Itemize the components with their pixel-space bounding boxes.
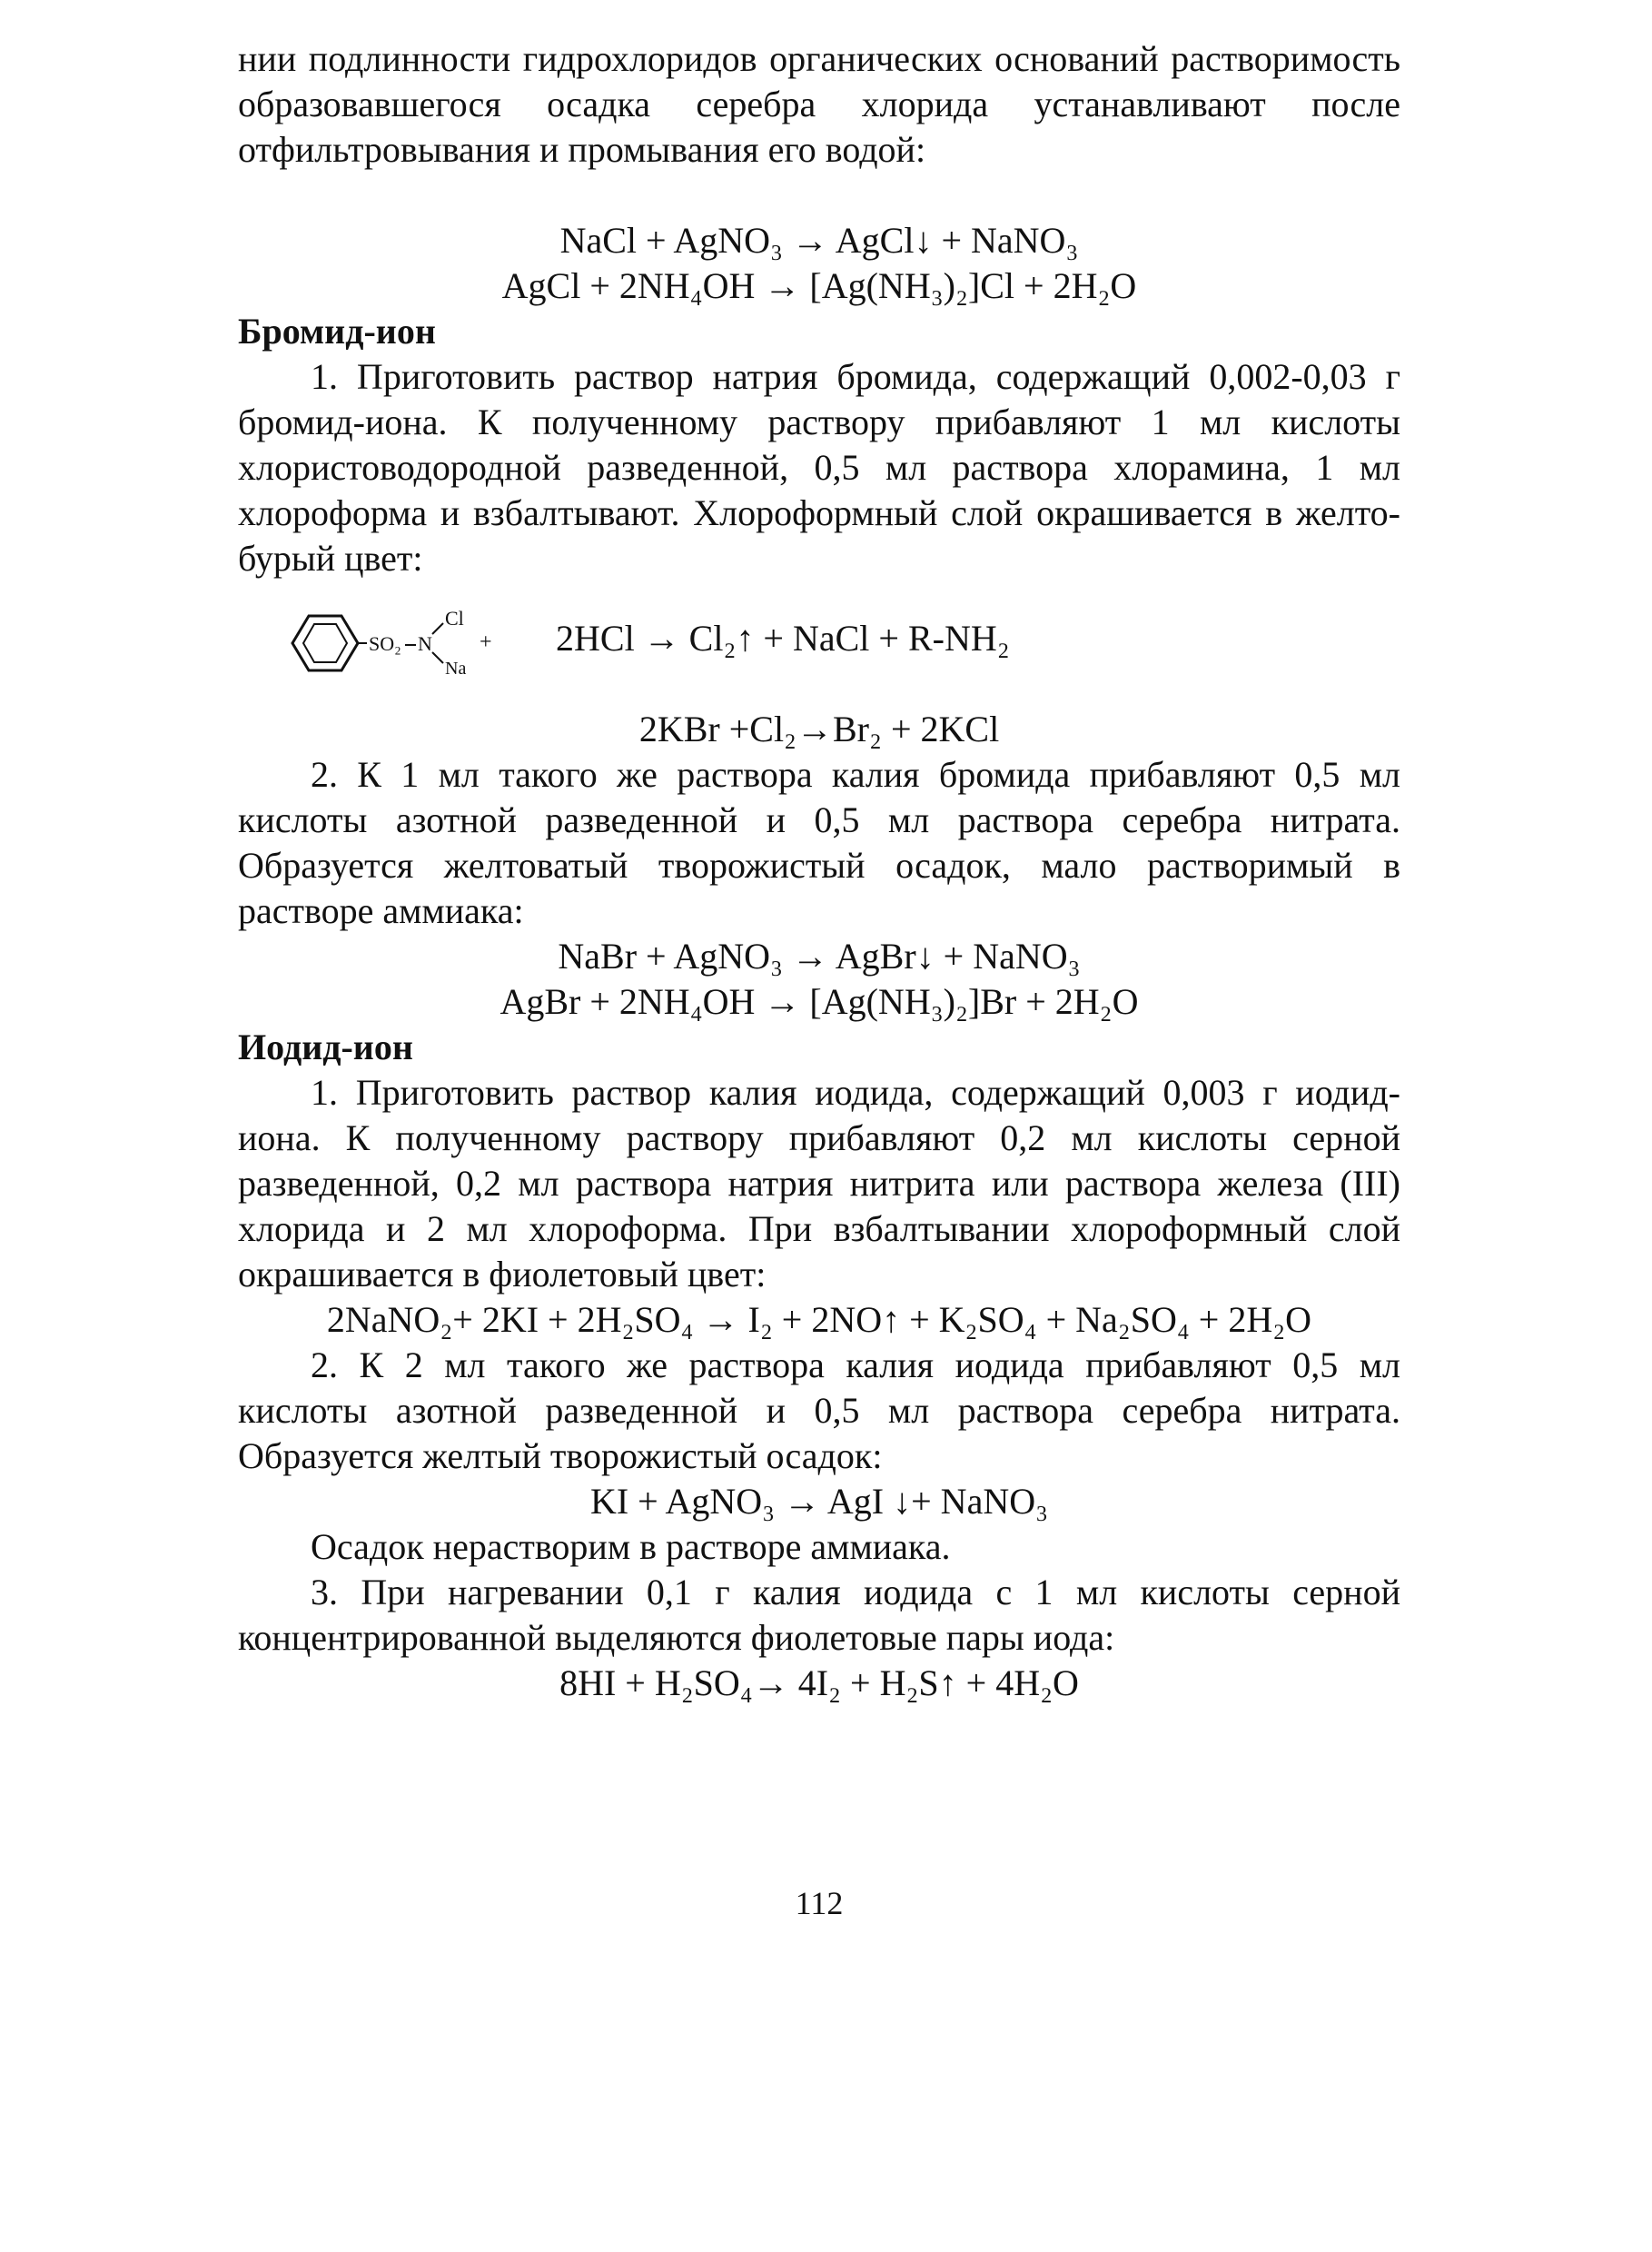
- bromide-paragraph-1: 1. Приготовить раствор натрия бромида, содержащий 0,002-0,03 г бромид-иона. К полученному раствору прибавляют 1 мл кислоты хлористоводородной разведенной, 0,5 мл раствора хлорамина, 1 мл хлороформа и взбалтывают. Хлороформный слой окрашивается в желто-бурый цвет:: [238, 356, 1400, 579]
- page-number: 112: [795, 1885, 844, 1921]
- intro-paragraph: нии подлинности гидрохлоридов органических оснований растворимость образовавшегося осадка серебра хлорида устанавливают после отфильтровывания и промывания его водой:: [238, 38, 1400, 170]
- iodide-paragraph-1: 1. Приготовить раствор калия иодида, содержащий 0,003 г иодид-иона. К полученному раствору прибавляют 0,2 мл кислоты серной разведенной, 0,2 мл раствора натрия нитрита или раствора железа (III) хлорида и 2 мл хлороформа. При взбалтывании хлороформный слой окрашивается в фиолетовый цвет:: [238, 1072, 1400, 1295]
- equation-nabr: NaBr + AgNO₃ → AgBr↓ + NaNO₃: [558, 936, 1081, 977]
- chloramine-equation-row: [238, 589, 1400, 689]
- equation-chloramine: 2HCl → Cl₂↑ + NaCl + R-NH₂: [556, 618, 1010, 659]
- equation-kbr: 2KBr +Cl₂→Br₂ + 2KCl: [638, 709, 1000, 749]
- equation-nacl: NaCl + AgNO₃ → AgCl↓ + NaNO₃: [559, 220, 1079, 261]
- bromide-paragraph-2: 2. К 1 мл такого же раствора калия бромида прибавляют 0,5 мл кислоты азотной разведенной и 0,5 мл раствора серебра нитрата. Образуется желтоватый творожистый осадок, мало растворимый в растворе аммиака:: [238, 754, 1400, 931]
- heading-iodide: Иодид-ион: [238, 1027, 413, 1067]
- iodide-paragraph-4: 3. При нагревании 0,1 г калия иодида с 1 мл кислоты серной концентрированной выделяются фиолетовые пары иода:: [238, 1572, 1400, 1658]
- equation-ki: KI + AgNO₃ → AgI ↓+ NaNO₃: [589, 1481, 1049, 1522]
- equation-agcl: AgCl + 2NH₄OH → [Ag(NH₃)₂]Cl + 2H₂O: [501, 265, 1137, 306]
- structure-cl-label: Cl: [445, 607, 464, 630]
- structure-n-label: N: [418, 632, 432, 655]
- equation-nitrite: 2NaNO₂+ 2KI + 2H₂SO₄ → I₂ + 2NO↑ + K₂SO₄ + Na₂SO₄ + 2H₂O: [326, 1299, 1312, 1340]
- structure-plus-sign: +: [480, 630, 492, 654]
- iodide-paragraph-2: 2. К 2 мл такого же раствора калия иодида прибавляют 0,5 мл кислоты азотной разведенной и 0,5 мл раствора серебра нитрата. Образуется желтый творожистый осадок:: [238, 1344, 1400, 1476]
- iodide-paragraph-3: Осадок нерастворим в растворе аммиака.: [311, 1526, 951, 1567]
- equation-agbr: AgBr + 2NH₄OH → [Ag(NH₃)₂]Br + 2H₂O: [500, 981, 1139, 1022]
- structure-na-label: Na: [445, 659, 467, 679]
- page-content: [238, 36, 1400, 1921]
- structure-so2-label: SO₂: [369, 632, 401, 655]
- heading-bromide: Бромид-ион: [238, 311, 436, 352]
- equation-hi: 8HI + H₂SO₄→ 4I₂ + H₂S↑ + 4H₂O: [559, 1662, 1079, 1703]
- chloramine-structure-diagram: [283, 598, 538, 680]
